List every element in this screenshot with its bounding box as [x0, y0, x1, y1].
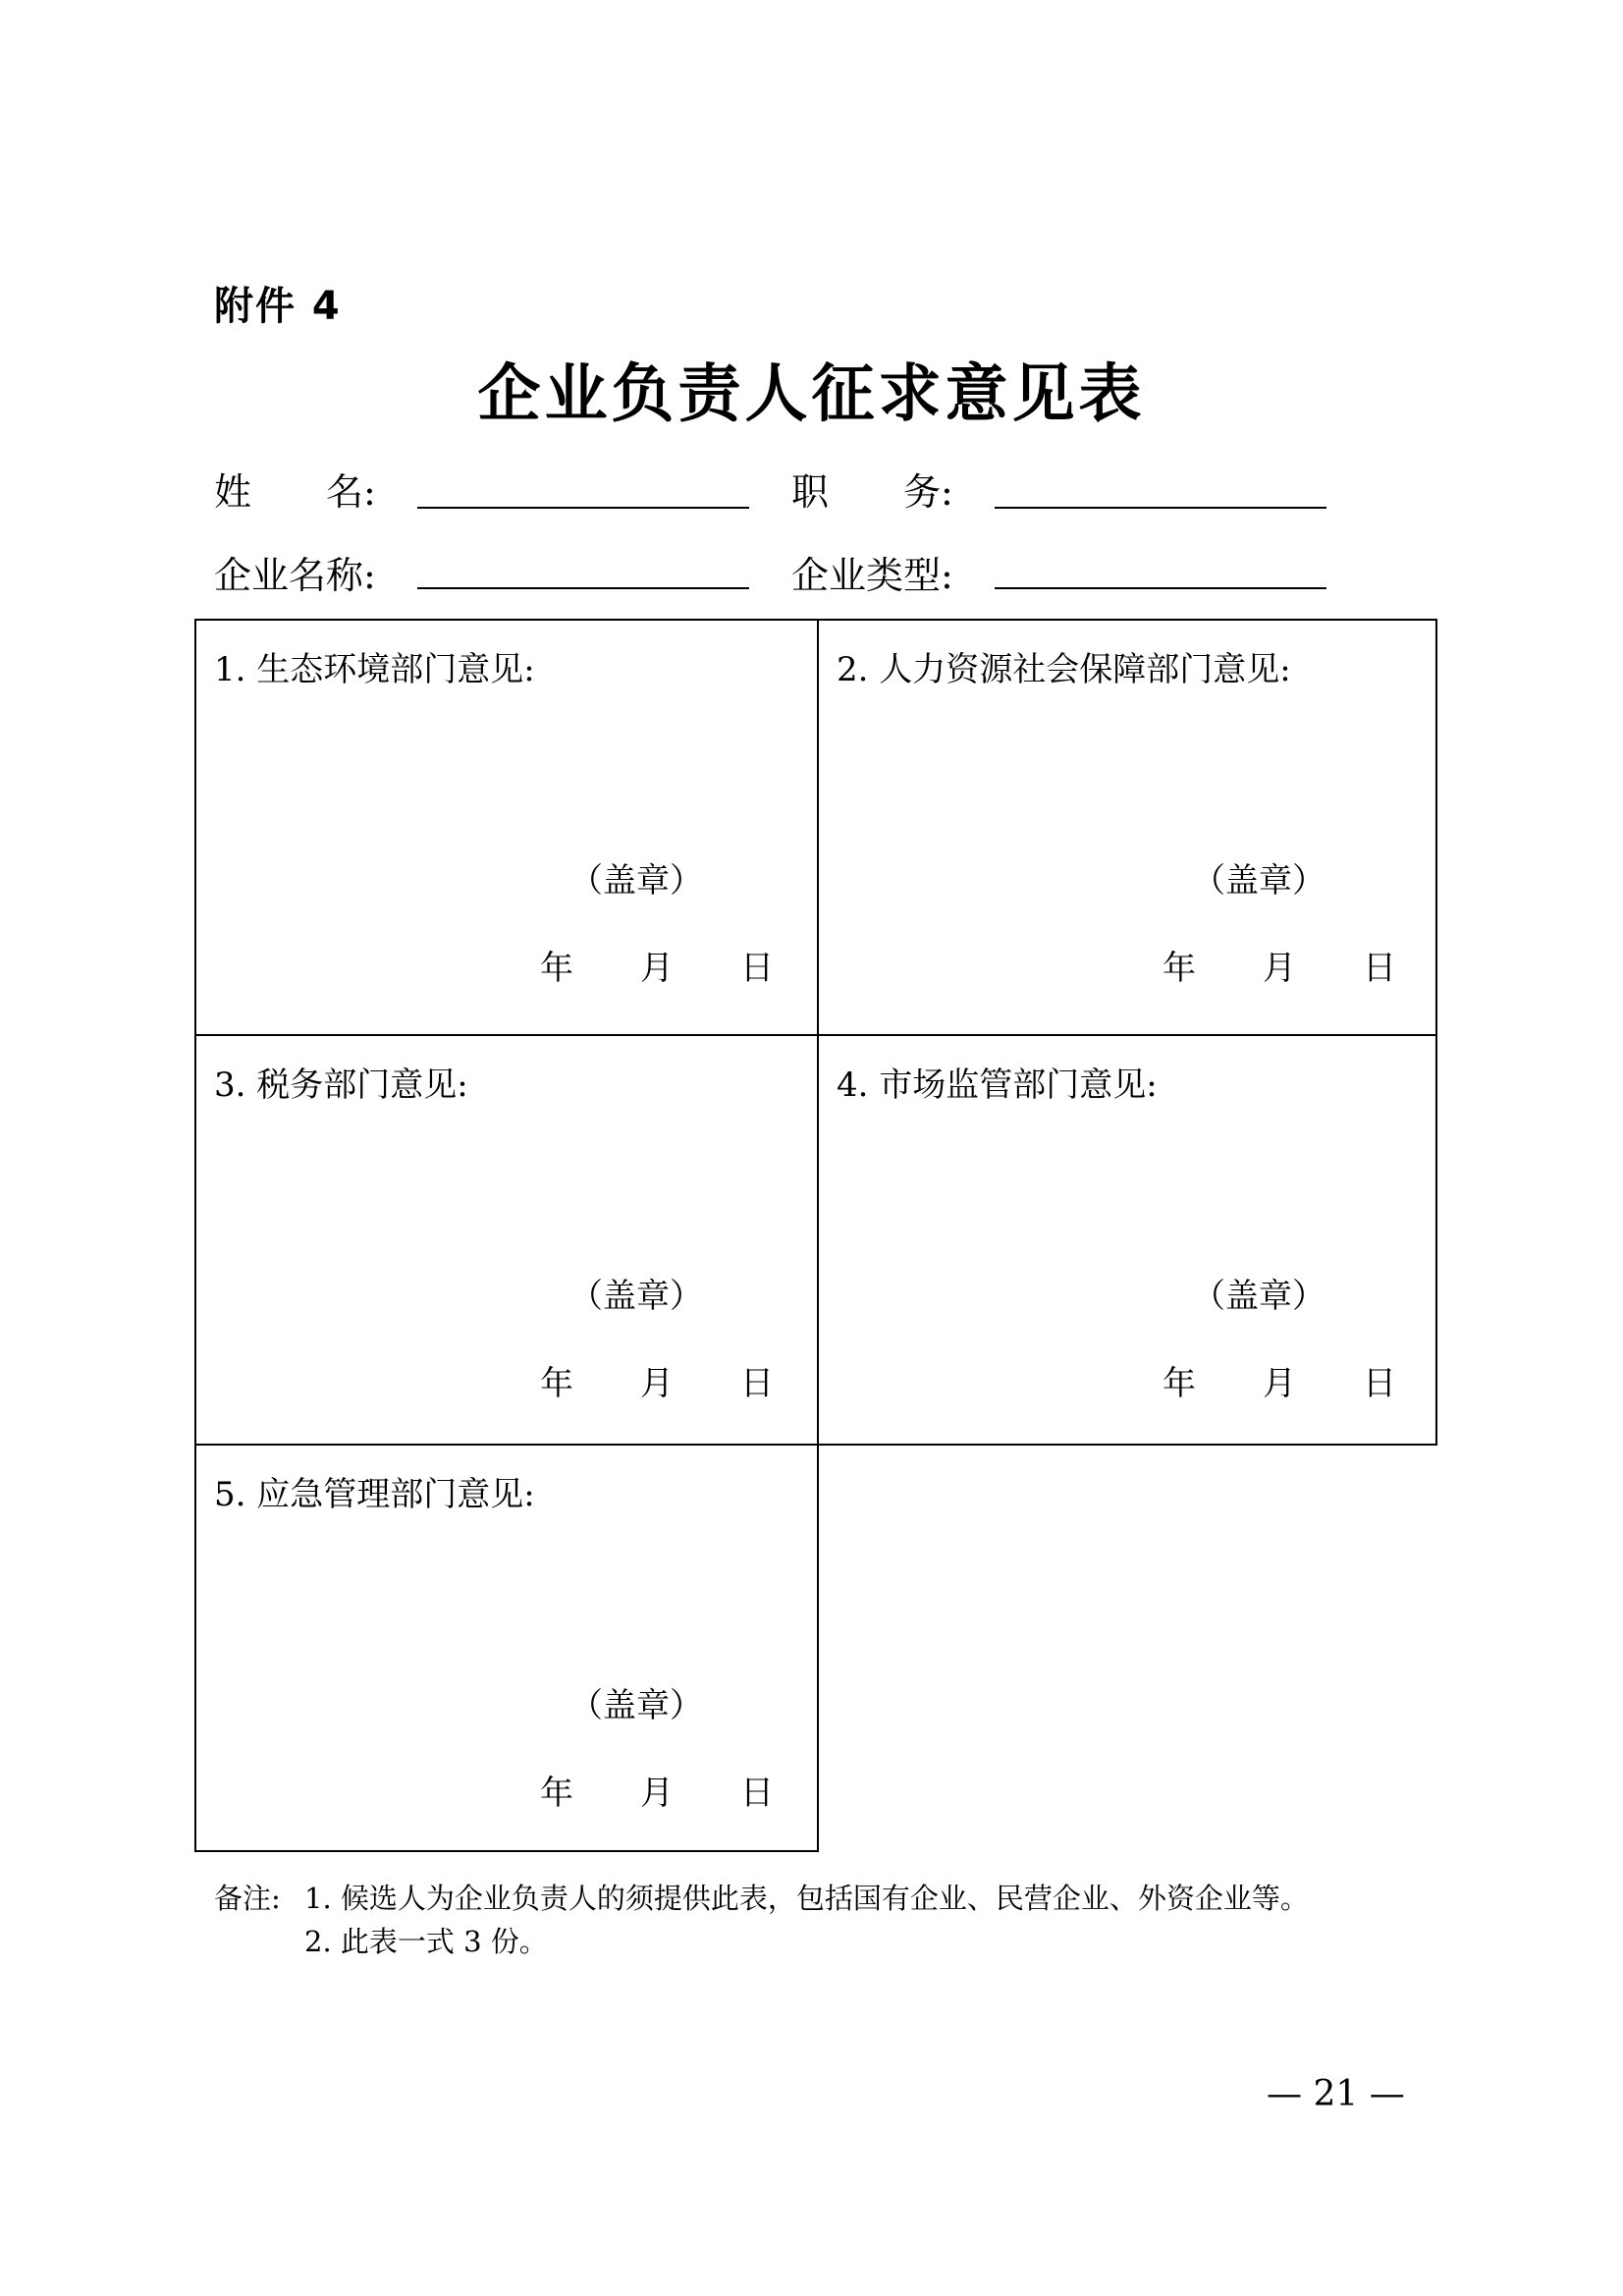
position-field[interactable]: [995, 507, 1326, 509]
opinion-cell-tax[interactable]: [194, 1034, 819, 1446]
opinion-cell-label: 4. 市场监管部门意见:: [837, 1066, 1158, 1105]
name-field[interactable]: [417, 507, 749, 509]
date-placeholder: 年 月 日: [540, 949, 774, 988]
date-placeholder: 年 月 日: [540, 1774, 774, 1813]
opinion-cell-label: 1. 生态环境部门意见:: [214, 650, 535, 689]
company-type-field[interactable]: [995, 587, 1326, 589]
company-type-label: 企业类型:: [791, 554, 953, 597]
position-label: 职 务:: [791, 470, 953, 514]
remark-text-1: 1. 候选人为企业负责人的须提供此表，包括国有企业、民营企业、外资企业等。: [304, 1882, 1309, 1915]
company-name-label: 企业名称:: [214, 554, 376, 597]
remark-text-2: 2. 此表一式 3 份。: [304, 1925, 548, 1958]
seal-placeholder: （盖章）: [569, 1686, 703, 1725]
attachment-label: 附件 4: [214, 284, 342, 329]
opinion-cell-label: 3. 税务部门意见:: [214, 1066, 468, 1105]
remarks-prefix: 备注:: [214, 1882, 281, 1915]
opinion-cell-market-regulation[interactable]: [817, 1034, 1437, 1446]
company-name-field[interactable]: [417, 587, 749, 589]
opinion-cell-label: 2. 人力资源社会保障部门意见:: [837, 650, 1291, 689]
opinion-cell-hr-social-security[interactable]: [817, 619, 1437, 1036]
remarks: [214, 1877, 1309, 1963]
form-title: 企业负责人征求意见表: [477, 357, 1146, 431]
seal-placeholder: （盖章）: [569, 861, 703, 901]
opinion-cell-ecology[interactable]: [194, 619, 819, 1036]
opinion-cell-label: 5. 应急管理部门意见:: [214, 1475, 535, 1514]
seal-placeholder: （盖章）: [569, 1277, 703, 1316]
remark-line-1: [214, 1877, 1309, 1920]
date-placeholder: 年 月 日: [1163, 1364, 1396, 1403]
date-placeholder: 年 月 日: [540, 1364, 774, 1403]
opinion-table: [194, 619, 1437, 1852]
seal-placeholder: （盖章）: [1192, 861, 1325, 901]
name-label: 姓 名:: [214, 470, 376, 514]
seal-placeholder: （盖章）: [1192, 1277, 1325, 1316]
opinion-cell-emergency[interactable]: [194, 1444, 819, 1852]
date-placeholder: 年 月 日: [1163, 949, 1396, 988]
remark-line-2: [214, 1920, 1309, 1963]
page-number: — 21 —: [1267, 2074, 1405, 2114]
